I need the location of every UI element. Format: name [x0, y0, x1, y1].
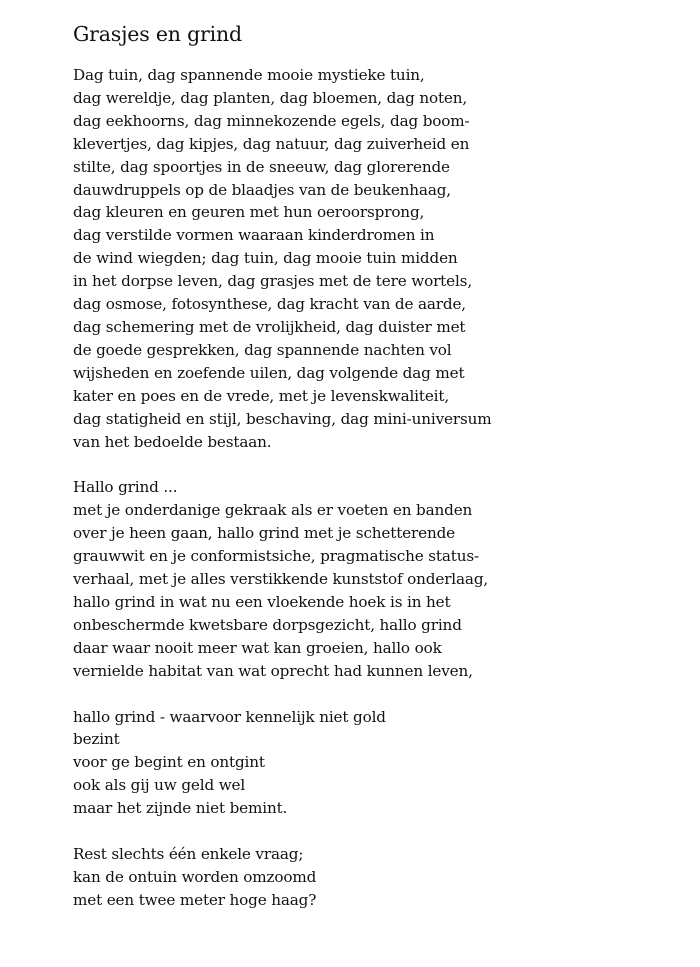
poem-line: kater en poes en de vrede, met je levenskwaliteit, [73, 386, 450, 405]
poem-line: dag osmose, fotosynthese, dag kracht van de aarde, [73, 295, 466, 314]
poem-line: wijsheden en zoefende uilen, dag volgende dag met [73, 363, 465, 382]
stanza-1 [73, 64, 673, 453]
poem-line: bezint [73, 730, 120, 749]
poem-line: ook als gij uw geld wel [73, 776, 246, 795]
poem-line: dag verstilde vormen waaraan kinderdromen in [73, 226, 435, 245]
poem-line: dag schemering met de vrolijkheid, dag duister met [73, 317, 466, 336]
poem-line: dag wereldje, dag planten, dag bloemen, dag noten, [73, 88, 468, 107]
stanza-3 [73, 706, 673, 821]
poem-line: onbeschermde kwetsbare dorpsgezicht, hallo grind [73, 615, 462, 634]
poem-line: vernielde habitat van wat oprecht had kunnen leven, [73, 661, 473, 680]
poem-line: maar het zijnde niet bemint. [73, 799, 288, 818]
poem-line: klevertjes, dag kipjes, dag natuur, dag zuiverheid en [73, 134, 470, 153]
poem-line: in het dorpse leven, dag grasjes met de tere wortels, [73, 272, 472, 291]
poem-line: grauwwit en je conformistsiche, pragmatische status- [73, 547, 479, 566]
poem-line: hallo grind - waarvoor kennelijk niet gold [73, 707, 386, 726]
poem-page [73, 20, 673, 935]
poem-line: dag kleuren en geuren met hun oeroorsprong, [73, 203, 425, 222]
poem-line: kan de ontuin worden omzoomd [73, 868, 317, 886]
poem-title: Grasjes en grind [73, 22, 242, 46]
poem-line: Hallo grind ... [73, 478, 178, 497]
poem-line: met een twee meter hoge haag? [73, 890, 317, 909]
poem-line: dag eekhoorns, dag minnekozende egels, dag boom- [73, 111, 470, 130]
poem-line: Rest slechts één enkele vraag; [73, 845, 304, 864]
poem-line: de wind wiegden; dag tuin, dag mooie tuin midden [73, 249, 458, 268]
stanza-4 [73, 843, 673, 912]
poem-line: over je heen gaan, hallo grind met je schetterende [73, 524, 455, 543]
poem-line: de goede gesprekken, dag spannende nachten vol [73, 340, 452, 359]
poem-line: van het bedoelde bestaan. [73, 432, 272, 451]
poem-line: stilte, dag spoortjes in de sneeuw, dag glorerende [73, 157, 450, 176]
poem-line: dauwdruppels op de blaadjes van de beukenhaag, [73, 180, 451, 199]
poem-line: daar waar nooit meer wat kan groeien, hallo ook [73, 638, 442, 657]
poem-line: voor ge begint en ontgint [73, 753, 265, 772]
poem-line: met je onderdanige gekraak als er voeten en banden [73, 501, 473, 520]
poem-line: dag statigheid en stijl, beschaving, dag mini-universum [73, 409, 492, 428]
poem-line: Dag tuin, dag spannende mooie mystieke tuin, [73, 66, 425, 84]
stanza-2 [73, 476, 673, 682]
poem-line: hallo grind in wat nu een vloekende hoek is in het [73, 592, 451, 611]
poem-line: verhaal, met je alles verstikkende kunststof onderlaag, [73, 570, 489, 589]
